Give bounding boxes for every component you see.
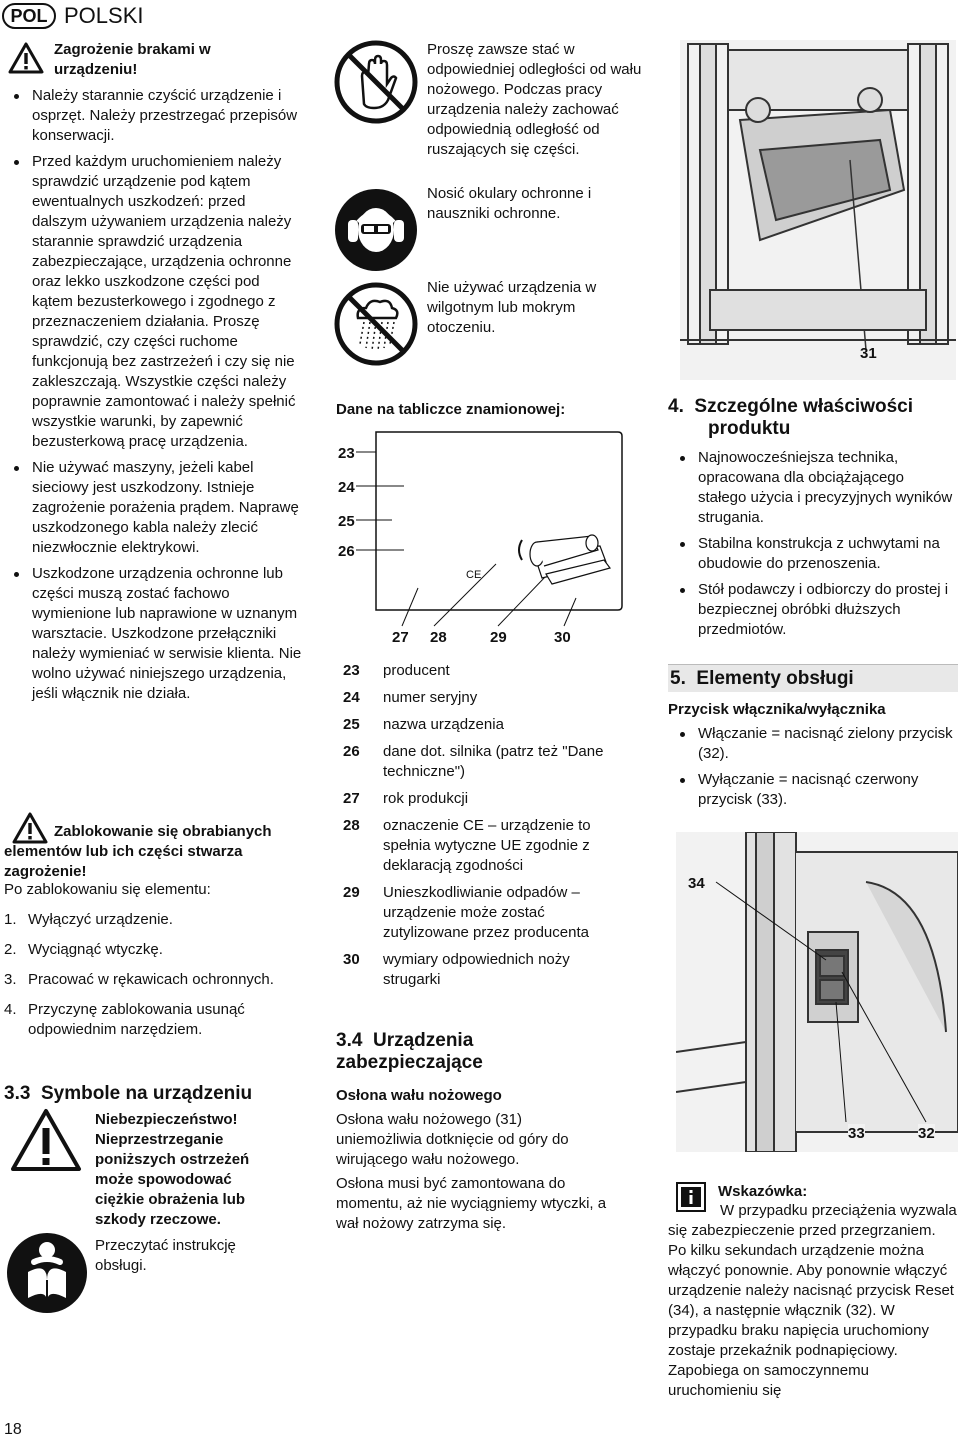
switch-photo (676, 832, 958, 1152)
list-item: Należy starannie czyścić urządzenie i osprzęt. Należy przestrzegać przepisów konserwacji. (8, 86, 304, 146)
switch-list (674, 724, 954, 816)
bullet-list-1 (8, 86, 304, 710)
list-item: Stół podawczy i odbiorczy do prostej i bezpiecznej obróbki dłuższych przedmiotów. (674, 580, 954, 640)
list-item: Włączanie = nacisnąć zielony przycisk (32). (674, 724, 954, 764)
list-item: 25 nazwa urządzenia (343, 716, 504, 733)
list-item: 2. Wyciągnąć wtyczkę. (4, 941, 163, 958)
nameplate-legend (343, 661, 628, 997)
hint-title: Wskazówka: (718, 1183, 808, 1200)
protection-gear-icon (334, 188, 418, 272)
section-5-title: 5. Elementy obsługi (670, 668, 854, 689)
ce-mark: CE (466, 569, 482, 581)
nameplate-drawing (336, 428, 626, 648)
section-4-title: 4. Szczególne właściwości produktu (668, 396, 919, 439)
danger-icon (10, 1108, 82, 1172)
list-item: Wyłączanie = nacisnąć czerwony przycisk (33). (674, 770, 954, 810)
plate-label: 23 (338, 445, 355, 462)
language-code: POL (10, 6, 48, 26)
page-number: 18 (4, 1421, 22, 1438)
list-item: Przed każdym uruchomieniem należy sprawdzić urządzenie pod kątem ewentualnych uszkodzeń: przed dalszym używaniem urządzenia należy starannie sprawdzić urządzenia zabezpieczające, urządzenia ochronne oraz lekko uszkodzone części pod kątem bezusterkowego i zgodnego z przeznaczeniem działania. Proszę sprawdzić, czy części ruchome funkcjonują bez zastrzeżeń i czy się nie zakleszczają. Wszystkie części należy poprawnie zamontować i należy spełnić wszystkie warunki, by zapewnić bezusterkową pracę urządzenia. (8, 152, 304, 452)
warning-title-2: Zablokowanie się obrabianych elementów lub ich części stwarza zagrożenie! (4, 823, 272, 880)
plate-label: 28 (430, 629, 447, 646)
list-item: 3. Pracować w rękawicach ochronnych. (4, 971, 274, 988)
callout-32: 32 (918, 1125, 935, 1142)
machine-photo-top (680, 40, 956, 380)
list-item: Nie używać maszyny, jeżeli kabel sieciowy jest uszkodzony. Istnieje zagrożenie porażenia prądem. Naprawę uszkodzonego kabla należy zlecić niezwłocznie elektrykowi. (8, 458, 304, 558)
list-item: 30 wymiary odpowiednich noży strugarki (343, 951, 570, 988)
plate-label: 29 (490, 629, 507, 646)
danger-text: Niebezpieczeństwo! Nieprzestrzeganie poniższych ostrzeżeń może spowodować ciężkie obrażenia lub szkody rzeczowe. (95, 1111, 250, 1228)
step-list (4, 910, 304, 1050)
list-item: 24 numer seryjny (343, 689, 478, 706)
nameplate-diagram (336, 428, 626, 648)
list-item: 23 producent (343, 662, 450, 679)
warning-icon-1 (8, 42, 44, 74)
plate-label: 30 (554, 629, 571, 646)
list-item: Najnowocześniejsza technika, opracowana dla obciążającego stałego użycia i precyzyjnych wyników strugania. (674, 448, 954, 528)
manual-text: Przeczytać instrukcję obsługi. (95, 1237, 236, 1274)
callout-33: 33 (848, 1125, 865, 1142)
language-heading: POLSKI (64, 3, 144, 28)
list-item: 26 dane dot. silnika (patrz też "Dane techniczne") (343, 743, 604, 780)
symbol-text-1: Proszę zawsze stać w odpowiedniej odległości od wału nożowego. Podczas pracy urządzenia należy zachować odpowiednią odległość od ruszających się części. (427, 41, 642, 158)
language-badge (2, 3, 56, 29)
callout-31: 31 (860, 345, 877, 362)
read-manual-icon (6, 1232, 88, 1314)
callout-34: 34 (688, 875, 705, 892)
symbol-text-3: Nie używać urządzenia w wilgotnym lub mokrym otoczeniu. (427, 279, 597, 336)
list-item: 1. Wyłączyć urządzenie. (4, 911, 173, 928)
list-item: Stabilna konstrukcja z uchwytami na obudowie do przenoszenia. (674, 534, 954, 574)
no-hands-icon (334, 40, 418, 124)
switch-heading: Przycisk włącznika/wyłącznika (668, 701, 886, 718)
hint-text: W przypadku przeciążenia wyzwala się zabezpieczenie przed przegrzaniem. Po kilku sekundach urządzenie można włączyć ponownie. Aby ponownie włączyć urządzenie należy nacisnąć przycisk Reset (34), a następnie włącznik (32). W przypadku braku napięcia uruchomiony zostaje przekaźnik podnapięciowy. Zapobiega on samoczynnemu uruchomieniu się (668, 1202, 957, 1399)
nameplate-title: Dane na tabliczce znamionowej: (336, 401, 566, 418)
guard-text-1: Osłona wału nożowego (31) uniemożliwia dotknięcie od góry do wirującego wału nożowego. (336, 1111, 569, 1168)
guard-text-2: Osłona musi być zamontowana do momentu, aż nie wyciągniemy wtyczki, a wał nożowy zatrzyma się. (336, 1175, 607, 1232)
feature-list (674, 448, 954, 646)
guard-heading: Osłona wału nożowego (336, 1087, 502, 1104)
no-rain-icon (334, 282, 418, 366)
list-item: 29 Unieszkodliwianie odpadów – urządzenie może zostać zutylizowane przez producenta (343, 884, 589, 941)
warning-title-1: Zagrożenie brakami w urządzeniu! (54, 41, 211, 78)
symbol-text-2: Nosić okulary ochronne i nauszniki ochronne. (427, 185, 592, 222)
list-item: 4. Przyczynę zablokowania usunąć odpowiednim narzędziem. (4, 1001, 245, 1038)
plate-label: 26 (338, 543, 355, 560)
section-3-3-title: 3.3 Symbole na urządzeniu (4, 1083, 253, 1104)
plate-label: 25 (338, 513, 355, 530)
list-item: Uszkodzone urządzenia ochronne lub części muszą zostać fachowo wymienione lub naprawione w uznanym warsztacie. Uszkodzone przełączniki należy wymieniać w serwisie klienta. Nie wolno używać niniejszego urządzenia, jeśli włącznik nie działa. (8, 564, 304, 704)
plate-label: 27 (392, 629, 409, 646)
plate-label: 24 (338, 479, 355, 496)
section-3-4-title: 3.4 Urządzenia zabezpieczające (336, 1030, 483, 1073)
list-item: 28 oznaczenie CE – urządzenie to spełnia wytyczne UE zgodnie z deklaracją zgodności (343, 817, 591, 874)
warning-intro-2: Po zablokowaniu się elementu: (4, 881, 211, 898)
list-item: 27 rok produkcji (343, 790, 469, 807)
